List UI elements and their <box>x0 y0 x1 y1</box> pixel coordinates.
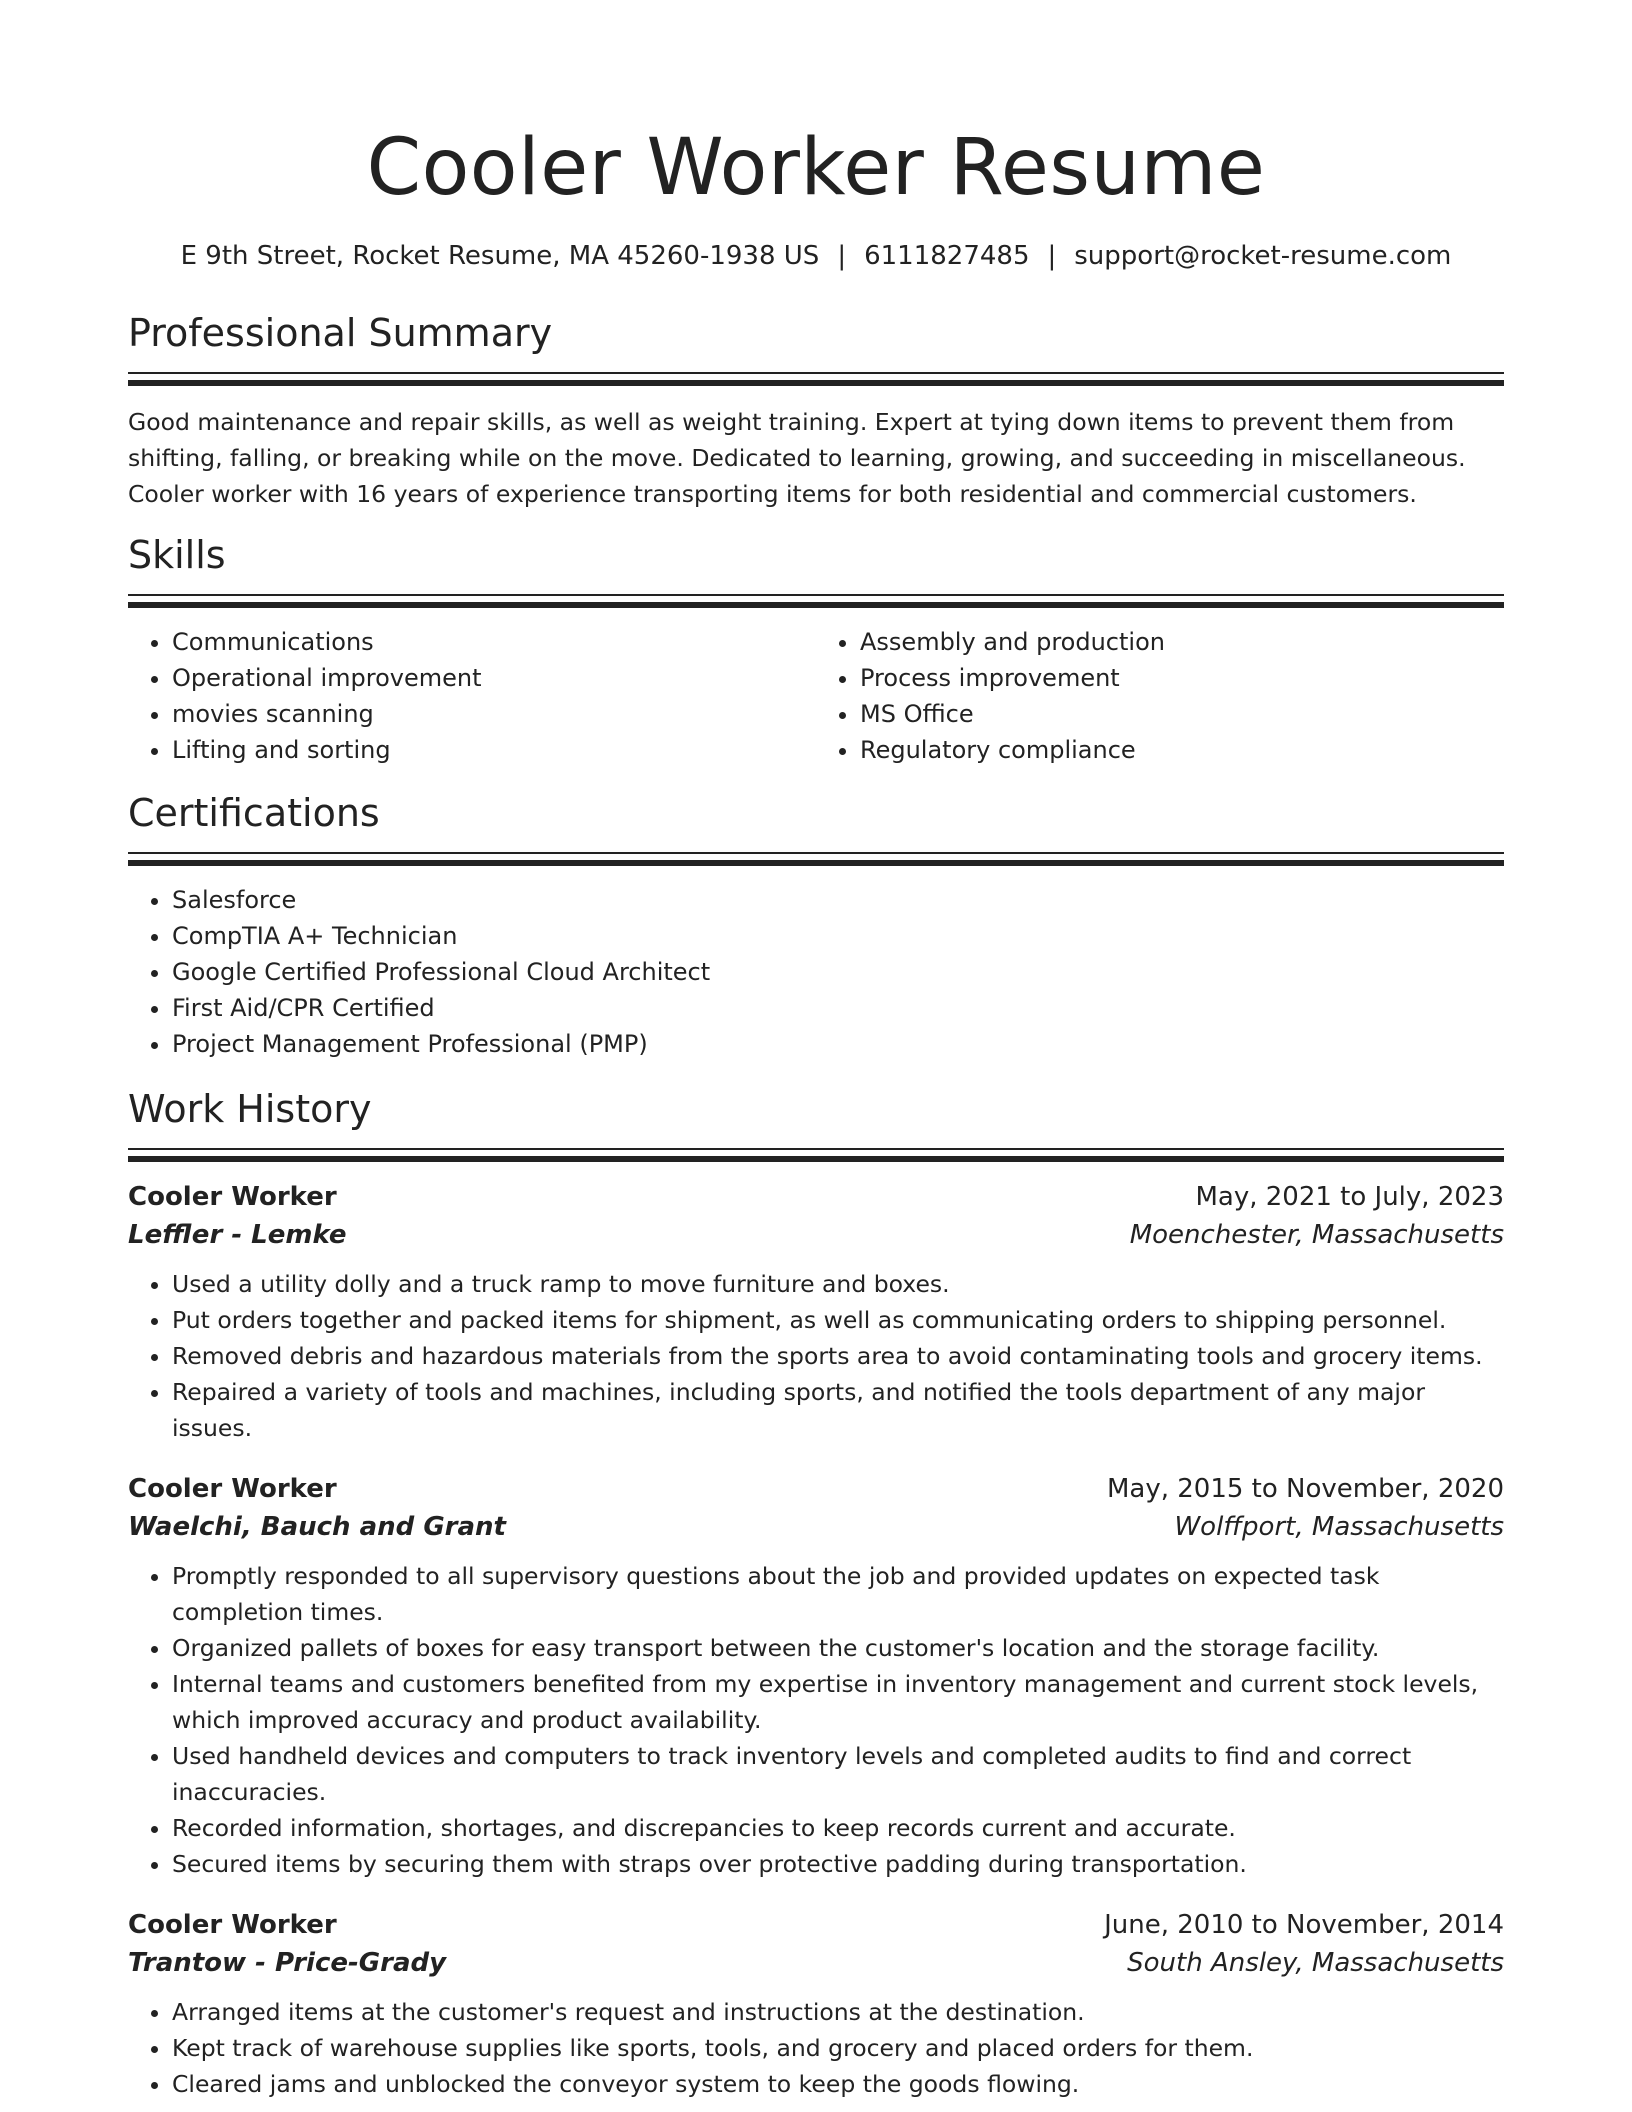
job-duty: • Kept track of warehouse supplies like sports, tools, and grocery and placed orders for them. <box>172 2030 1504 2066</box>
job-duty: • Organized pallets of boxes for easy transport between the customer's location and the storage facility. <box>172 1630 1504 1666</box>
resume-title: Cooler Worker Resume <box>366 123 1266 213</box>
certifications-list <box>128 882 1504 1062</box>
job-header-row <box>128 1906 1504 1944</box>
job-dates: May, 2015 to November, 2020 <box>1106 1474 1504 1504</box>
job-duty: • Used a utility dolly and a truck ramp to move furniture and boxes. <box>172 1266 1504 1302</box>
skills-section <box>128 530 1504 768</box>
job-duty: • Repaired a variety of tools and machines, including sports, and notified the tools department of any major issues. <box>172 1374 1504 1446</box>
skill-item: • Lifting and sorting <box>172 732 816 768</box>
job-subheader-row <box>128 1508 1504 1546</box>
job-title: Cooler Worker <box>128 1474 337 1504</box>
certification-item: • CompTIA A+ Technician <box>172 918 1504 954</box>
job-duty: • Promptly responded to all supervisory questions about the job and provided updates on expected task completion times. <box>172 1558 1504 1630</box>
certifications-section <box>128 788 1504 1062</box>
section-divider <box>128 594 1504 608</box>
job-duties-list <box>128 1266 1504 1446</box>
job-location: South Ansley, Massachusetts <box>1127 1948 1504 1978</box>
job-header-row <box>128 1178 1504 1216</box>
section-heading-skills: Skills <box>128 533 226 577</box>
job-duty: • Removed debris and hazardous materials from the sports area to avoid contaminating tools and grocery items. <box>172 1338 1504 1374</box>
job-location: Wolffport, Massachusetts <box>1174 1512 1504 1542</box>
section-heading-work-history: Work History <box>128 1087 372 1131</box>
job-duty: • Internal teams and customers benefited from my expertise in inventory management and current stock levels, which improved accuracy and product availability. <box>172 1666 1504 1738</box>
job-duty: • Recorded information, shortages, and discrepancies to keep records current and accurate. <box>172 1810 1504 1846</box>
contact-email: support@rocket-resume.com <box>1074 241 1452 271</box>
job-location: Moenchester, Massachusetts <box>1129 1220 1504 1250</box>
job-title: Cooler Worker <box>128 1182 337 1212</box>
summary-text: Good maintenance and repair skills, as well as weight training. Expert at tying down items to prevent them from shifting, falling, or breaking while on the move. Dedicated to learning, growing, and succeeding in miscellaneous. Cooler worker with 16 years of experience transporting items for both residential and commercial customers. <box>128 408 1466 508</box>
job-company: Leffler - Lemke <box>128 1220 347 1250</box>
job-company: Trantow - Price-Grady <box>128 1948 447 1978</box>
skills-list-right <box>816 624 1504 768</box>
contact-address: E 9th Street, Rocket Resume, MA 45260-1938 US <box>180 241 820 271</box>
contact-separator: | <box>1047 241 1057 271</box>
section-heading-summary: Professional Summary <box>128 311 553 355</box>
certification-item: • Google Certified Professional Cloud Architect <box>172 954 1504 990</box>
job-entry <box>128 1178 1504 1446</box>
job-duty: • Cleared jams and unblocked the conveyor system to keep the goods flowing. <box>172 2066 1504 2102</box>
job-duty: • Used handheld devices and computers to track inventory levels and completed audits to find and correct inaccuracies. <box>172 1738 1504 1810</box>
section-divider <box>128 852 1504 866</box>
contact-separator: | <box>837 241 847 271</box>
certification-item: • Salesforce <box>172 882 1504 918</box>
job-title: Cooler Worker <box>128 1910 337 1940</box>
certification-item: • First Aid/CPR Certified <box>172 990 1504 1026</box>
skill-item: • Communications <box>172 624 816 660</box>
section-divider <box>128 1148 1504 1162</box>
skill-item: • MS Office <box>860 696 1504 732</box>
skill-item: • movies scanning <box>172 696 816 732</box>
job-subheader-row <box>128 1216 1504 1254</box>
skill-item: • Process improvement <box>860 660 1504 696</box>
job-dates: May, 2021 to July, 2023 <box>1195 1182 1504 1212</box>
job-subheader-row <box>128 1944 1504 1982</box>
job-entry <box>128 1470 1504 1882</box>
job-duty: • Put orders together and packed items for shipment, as well as communicating orders to shipping personnel. <box>172 1302 1504 1338</box>
work-history-section <box>128 1084 1504 2102</box>
skills-list-left <box>128 624 816 768</box>
job-duty: • Arranged items at the customer's request and instructions at the destination. <box>172 1994 1504 2030</box>
job-dates: June, 2010 to November, 2014 <box>1104 1910 1504 1940</box>
job-duty: • Secured items by securing them with straps over protective padding during transportation. <box>172 1846 1504 1882</box>
job-company: Waelchi, Bauch and Grant <box>128 1512 506 1542</box>
job-entry <box>128 1906 1504 2102</box>
contact-phone: 6111827485 <box>864 241 1030 271</box>
skill-item: • Assembly and production <box>860 624 1504 660</box>
skill-item: • Operational improvement <box>172 660 816 696</box>
certification-item: • Project Management Professional (PMP) <box>172 1026 1504 1062</box>
job-duties-list <box>128 1558 1504 1882</box>
section-heading-certifications: Certifications <box>128 791 380 835</box>
skills-grid <box>128 624 1504 768</box>
contact-line <box>128 238 1504 274</box>
skill-item: • Regulatory compliance <box>860 732 1504 768</box>
summary-section <box>128 308 1504 512</box>
section-divider <box>128 372 1504 386</box>
job-header-row <box>128 1470 1504 1508</box>
job-duties-list <box>128 1994 1504 2102</box>
